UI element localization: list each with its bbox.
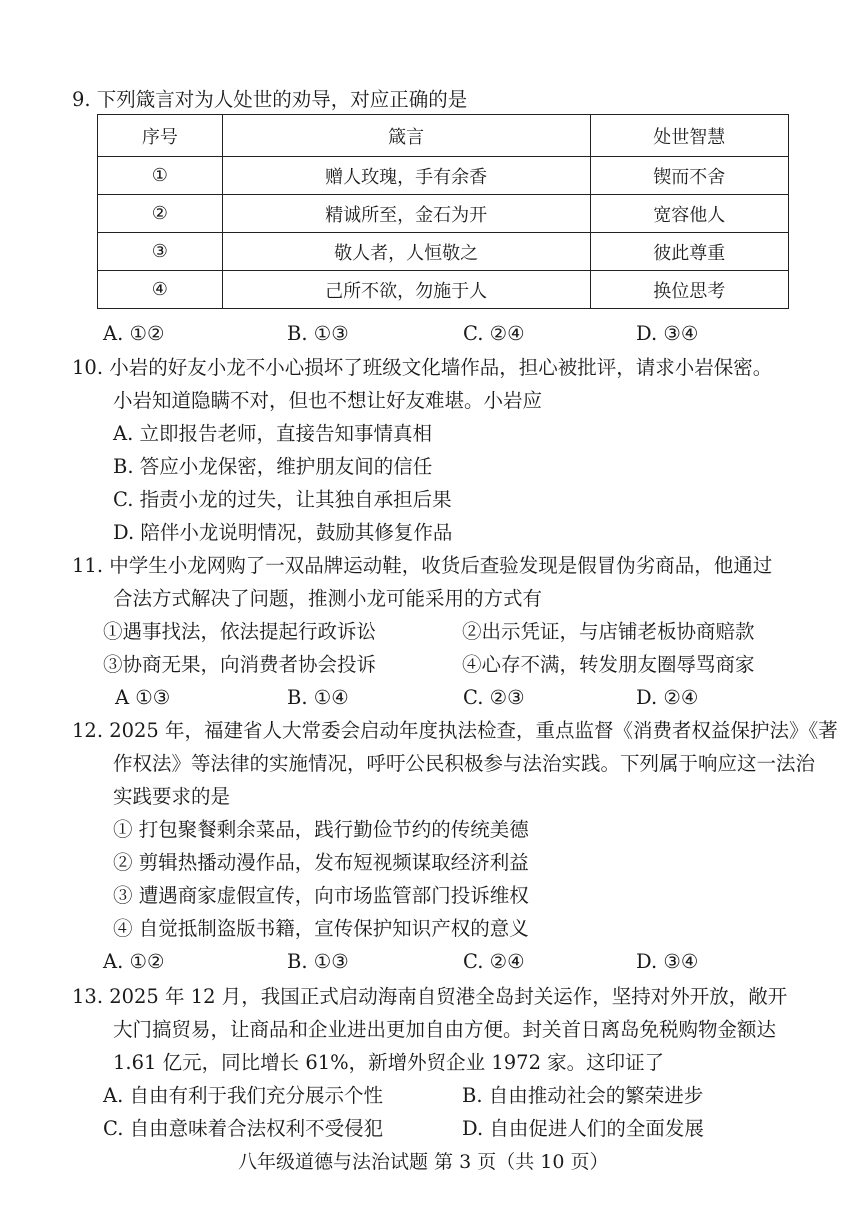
question-9-table (97, 114, 789, 309)
table-header: 序号 (98, 115, 223, 157)
option-c: C. ②③ (463, 686, 525, 709)
table-cell: ① (98, 157, 223, 195)
statement-2: ②出示凭证，与店铺老板协商赔款 (462, 620, 755, 643)
page-footer: 八年级道德与法治试题 第 3 页（共 10 页） (238, 1151, 609, 1173)
table-header: 处世智慧 (590, 115, 788, 157)
table-cell: 锲而不舍 (590, 157, 788, 195)
statement-4: ④ 自觉抵制盗版书籍，宣传保护知识产权的意义 (113, 917, 529, 940)
option-d: D. ③④ (636, 322, 699, 345)
statement-3: ③ 遭遇商家虚假宣传，向市场监管部门投诉维权 (113, 884, 529, 907)
table-cell: 赠人玫瑰，手有余香 (222, 157, 590, 195)
table-cell: 换位思考 (590, 271, 788, 309)
option-b: B. ①④ (287, 686, 349, 709)
option-a: A ①③ (115, 686, 171, 709)
table-header-row (98, 115, 789, 157)
table-row (98, 233, 789, 271)
question-9-stem: 9. 下列箴言对为人处世的劝导，对应正确的是 (72, 88, 468, 111)
option-d: D. 自由促进人们的全面发展 (462, 1117, 704, 1140)
option-b: B. 答应小龙保密，维护朋友间的信任 (113, 455, 433, 478)
option-a: A. ①② (103, 950, 165, 973)
option-c: C. ②④ (463, 950, 525, 973)
table-cell: 敬人者，人恒敬之 (222, 233, 590, 271)
table-cell: ③ (98, 233, 223, 271)
option-c: C. 指责小龙的过失，让其独自承担后果 (113, 488, 452, 511)
statement-2: ② 剪辑热播动漫作品，发布短视频谋取经济利益 (113, 851, 529, 874)
table-cell: ② (98, 195, 223, 233)
statement-1: ①遇事找法，依法提起行政诉讼 (103, 620, 377, 643)
table-cell: 精诚所至，金石为开 (222, 195, 590, 233)
option-b: B. 自由推动社会的繁荣进步 (462, 1084, 704, 1107)
table-row (98, 271, 789, 309)
option-d: D. ②④ (636, 686, 699, 709)
option-b: B. ①③ (287, 322, 349, 345)
question-13-stem: 13. 2025 年 12 月，我国正式启动海南自贸港全岛封关运作，坚持对外开放，敞开 (72, 985, 788, 1008)
question-11-stem-cont: 合法方式解决了问题，推测小龙可能采用的方式有 (113, 587, 543, 610)
option-d: D. 陪伴小龙说明情况，鼓励其修复作品 (113, 521, 453, 544)
table-row (98, 195, 789, 233)
question-12-stem: 12. 2025 年，福建省人大常委会启动年度执法检查，重点监督《消费者权益保护法》《著 (72, 719, 838, 742)
table-cell: 己所不欲，勿施于人 (222, 271, 590, 309)
option-c: C. ②④ (463, 322, 525, 345)
question-13-stem-cont: 1.61 亿元，同比增长 61%，新增外贸企业 1972 家。这印证了 (113, 1051, 665, 1074)
table-cell: ④ (98, 271, 223, 309)
table-cell: 宽容他人 (590, 195, 788, 233)
question-11-stem: 11. 中学生小龙网购了一双品牌运动鞋，收货后查验发现是假冒伪劣商品，他通过 (72, 554, 773, 577)
option-c: C. 自由意味着合法权利不受侵犯 (103, 1117, 384, 1140)
question-13-stem-cont: 大门搞贸易，让商品和企业进出更加自由方便。封关首日离岛免税购物金额达 (113, 1018, 777, 1041)
question-10-stem-cont: 小岩知道隐瞒不对，但也不想让好友难堪。小岩应 (113, 389, 543, 412)
question-12-stem-cont: 作权法》等法律的实施情况，呼吁公民积极参与法治实践。下列属于响应这一法治 (113, 752, 816, 775)
option-a: A. ①② (103, 322, 165, 345)
option-b: B. ①③ (287, 950, 349, 973)
option-d: D. ③④ (636, 950, 699, 973)
option-a: A. 立即报告老师，直接告知事情真相 (113, 422, 432, 445)
statement-4: ④心存不满，转发朋友圈辱骂商家 (462, 653, 755, 676)
question-12-stem-cont: 实践要求的是 (113, 785, 231, 808)
statement-3: ③协商无果，向消费者协会投诉 (103, 653, 377, 676)
option-a: A. 自由有利于我们充分展示个性 (103, 1084, 383, 1107)
table-cell: 彼此尊重 (590, 233, 788, 271)
question-10-stem: 10. 小岩的好友小龙不小心损坏了班级文化墙作品，担心被批评，请求小岩保密。 (72, 356, 773, 379)
statement-1: ① 打包聚餐剩余菜品，践行勤俭节约的传统美德 (113, 818, 529, 841)
table-header: 箴言 (222, 115, 590, 157)
table-row (98, 157, 789, 195)
